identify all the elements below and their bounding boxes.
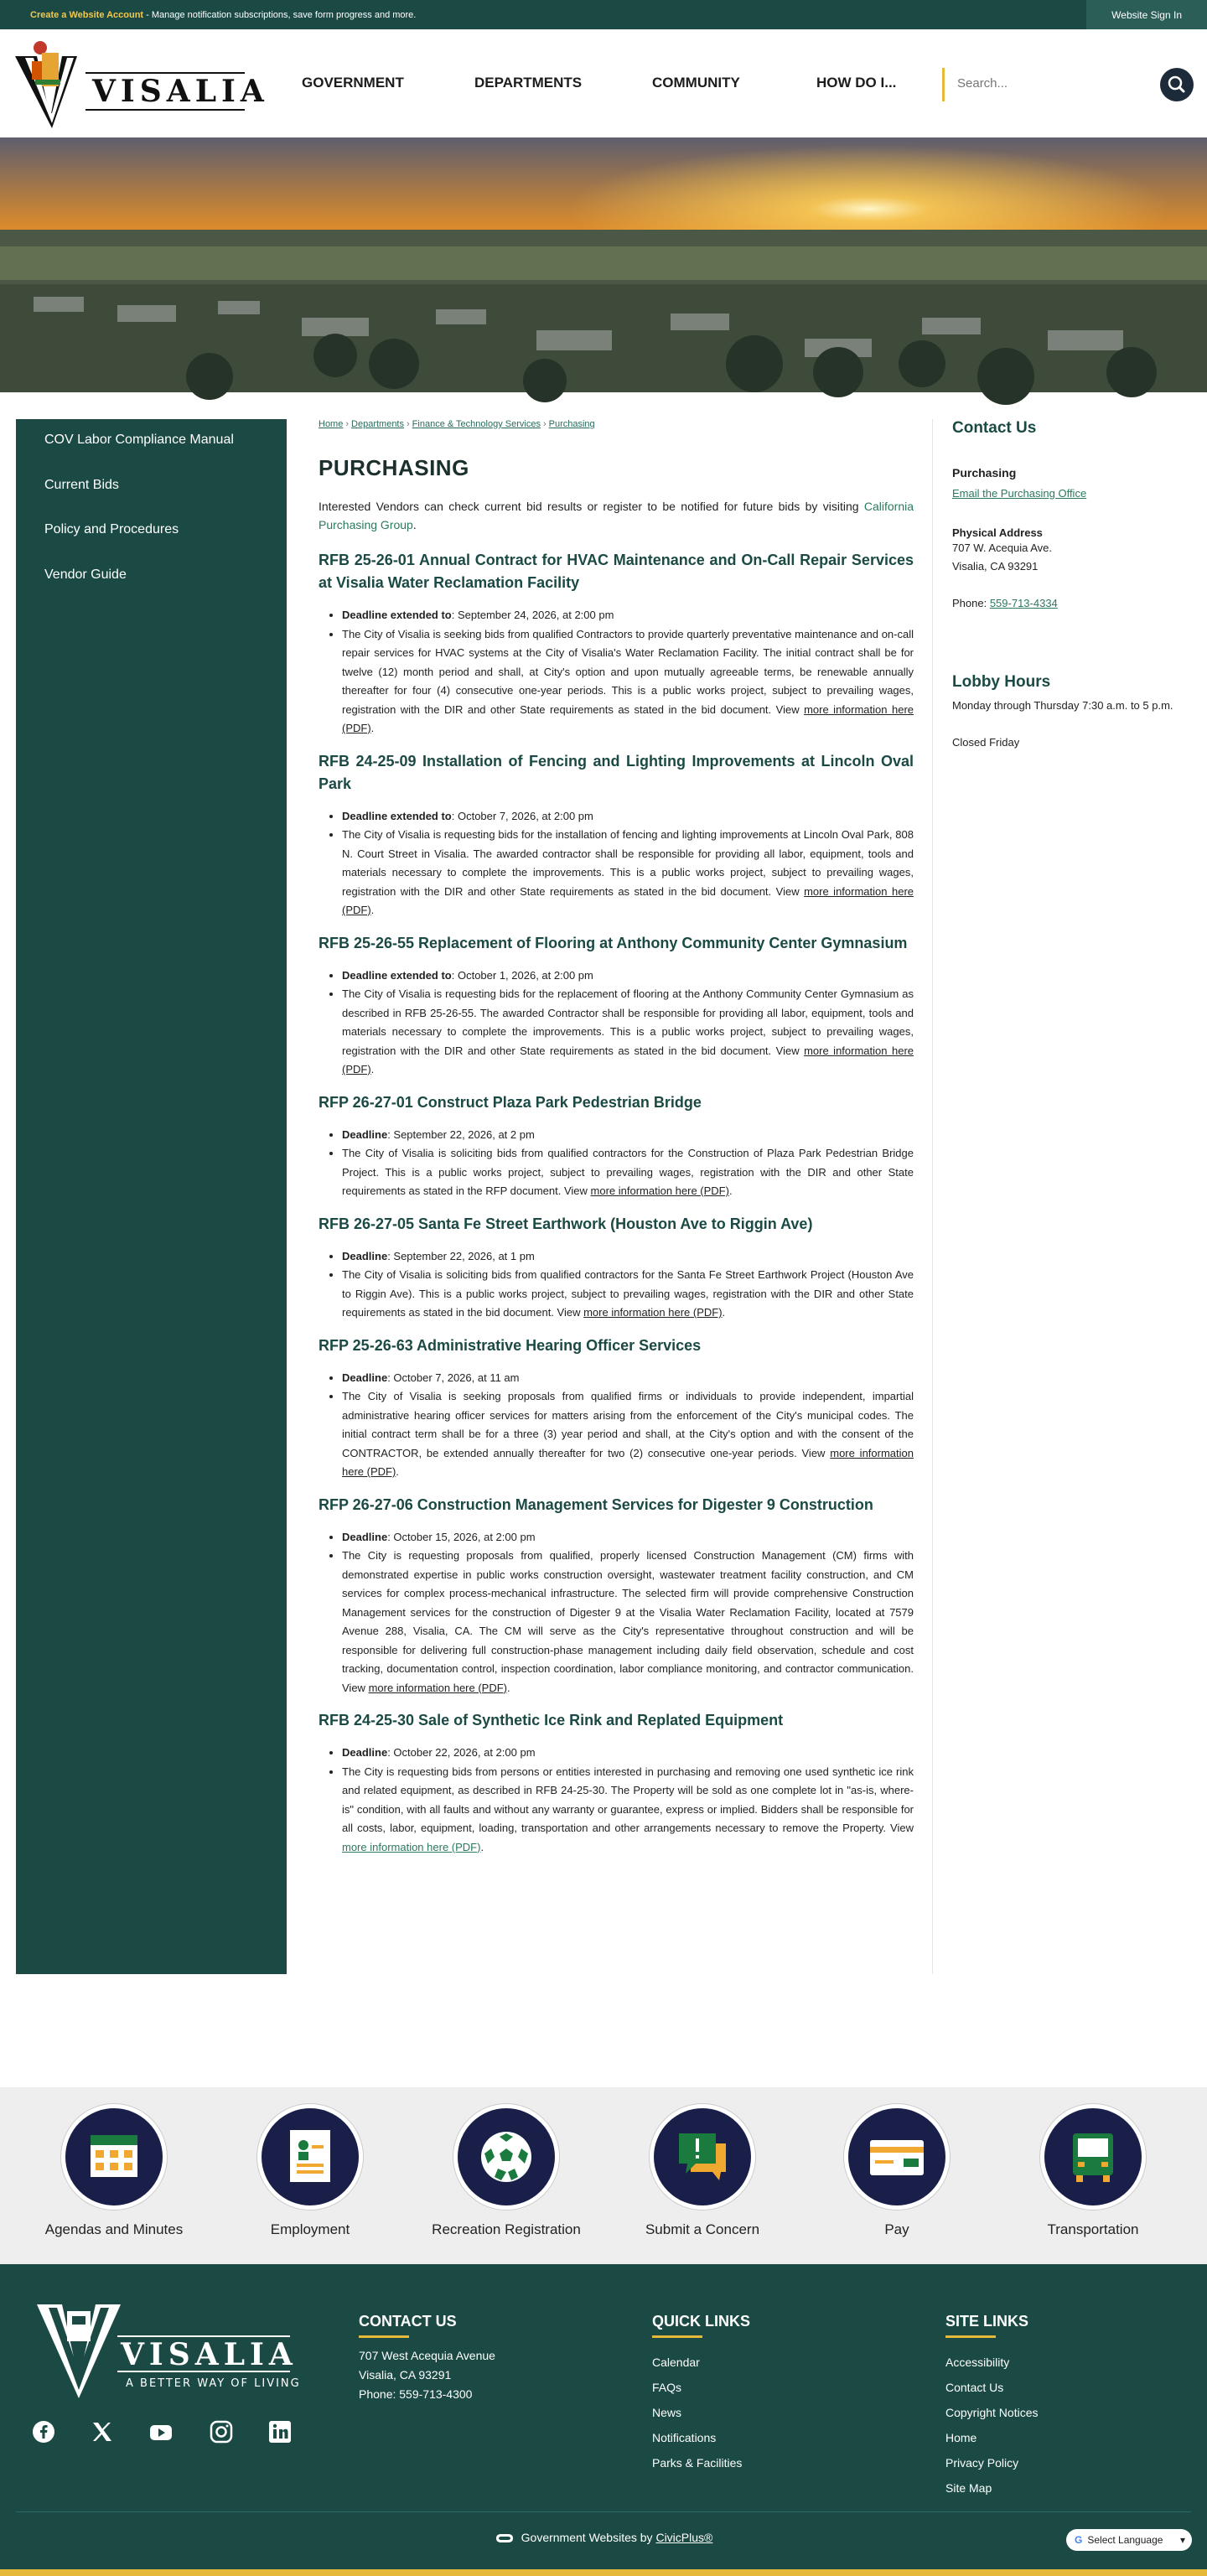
bid-pdf-link[interactable]: more information here (PDF): [342, 884, 914, 916]
bid-item: [319, 1494, 914, 1698]
site-header: [0, 29, 1207, 137]
sign-in-button[interactable]: Website Sign In: [1086, 0, 1207, 29]
bid-description: • The City of Visalia is soliciting bids from qualified contractors for the Construction of Plaza Park Pedestrian Bridge Project. This is a public works project, subject to prevailing wages, registration with the DIR and other State requirements as stated in the RFP document. View more information here (PDF).: [342, 1144, 914, 1201]
breadcrumb-home[interactable]: Home: [319, 419, 344, 429]
bid-pdf-link[interactable]: more information here (PDF): [342, 1044, 914, 1075]
bid-description: • The City of Visalia is seeking bids from qualified Contractors to provide quarterly preventative maintenance and on-call repair services for HVAC systems at the City of Visalia's Water Reclamation Facility. The initial contract shall be for twelve (12) month period and shall, at City's option and upon mutually agreeable terms, be renewable annually thereafter for four (4) consecutive one-year periods. This is a public works project, subject to prevailing wages, registration with the DIR and other State requirements as stated in the bid document. View more information here (PDF).: [342, 625, 914, 739]
bid-deadline: • Deadline: October 22, 2026, at 2:00 pm: [342, 1744, 914, 1763]
bid-description: • The City of Visalia is requesting bids for the replacement of flooring at the Anthony Community Center Gymnasium as described in RFB 25-26-55. The awarded Contractor shall be responsible for providing all labor, equipment, tools and materials necessary to complete the improvements. This is a public works project, subject to prevailing wages, registration with the DIR and other State requirements as stated in the bid document. View more information here (PDF).: [342, 985, 914, 1080]
logo-wordmark: VISALIA: [92, 74, 269, 109]
top-bar: [0, 0, 1207, 29]
footer-link-faqs[interactable]: FAQs: [652, 2381, 682, 2394]
contact-dept: Purchasing: [952, 466, 1017, 479]
footer-link-parks[interactable]: Parks & Facilities: [652, 2456, 743, 2470]
bid-title: RFB 26-27-05 Santa Fe Street Earthwork (Houston Ave to Riggin Ave): [319, 1215, 813, 1232]
address-label: Physical Address: [952, 526, 1043, 539]
quick-transportation[interactable]: [1009, 2104, 1177, 2238]
bid-pdf-link[interactable]: more information here (PDF): [368, 1681, 508, 1694]
nav-how-do-i[interactable]: HOW DO I...: [816, 75, 897, 91]
footer-link-news[interactable]: News: [652, 2406, 682, 2419]
language-select[interactable]: [1066, 2529, 1192, 2551]
youtube-icon[interactable]: [149, 2420, 173, 2444]
document-person-icon: [262, 2108, 359, 2205]
footer-address-1: 707 West Acequia Avenue: [359, 2349, 495, 2362]
bid-item: [319, 932, 914, 1080]
soccer-ball-icon: [458, 2108, 555, 2205]
search-accent-bar: [942, 68, 945, 101]
lobby-hours-heading: Lobby Hours: [952, 673, 1051, 691]
bid-pdf-link[interactable]: more information here (PDF): [590, 1184, 729, 1197]
sidebar-nav: [16, 419, 287, 1974]
column-divider: [932, 419, 933, 1974]
main-content: [319, 419, 914, 1857]
powered-by: Government Websites by CivicPlus®: [0, 2531, 1207, 2544]
quick-recreation[interactable]: [422, 2104, 590, 2238]
address-line-2: Visalia, CA 93291: [952, 560, 1039, 573]
bid-deadline: • Deadline: October 15, 2026, at 2:00 pm: [342, 1528, 914, 1547]
sidebar-item-current-bids[interactable]: Current Bids: [44, 478, 119, 492]
bid-title: RFB 25-26-55 Replacement of Flooring at Anthony Community Center Gymnasium: [319, 934, 908, 951]
bid-details: [319, 1247, 914, 1323]
bid-title: RFP 25-26-63 Administrative Hearing Officer Services: [319, 1336, 702, 1354]
sidebar-item-labor-compliance[interactable]: COV Labor Compliance Manual: [44, 433, 234, 447]
nav-government[interactable]: GOVERNMENT: [302, 75, 404, 91]
quick-recreation-label: Recreation Registration: [432, 2221, 581, 2237]
footer-link-privacy[interactable]: Privacy Policy: [945, 2456, 1019, 2470]
footer-phone: Phone: 559-713-4300: [359, 2387, 473, 2401]
quick-transportation-label: Transportation: [1047, 2221, 1139, 2237]
bid-details: [319, 1126, 914, 1201]
bid-title: RFP 26-27-01 Construct Plaza Park Pedestrian Bridge: [319, 1093, 702, 1111]
footer-quick-links: [652, 2313, 750, 2475]
bid-details: [319, 1744, 914, 1857]
quick-pay-label: Pay: [884, 2221, 909, 2237]
bid-title: RFB 24-25-09 Installation of Fencing and Lighting Improvements at Lincoln Oval Park: [319, 752, 914, 792]
phone-link[interactable]: 559-713-4334: [989, 597, 1058, 609]
bid-pdf-link[interactable]: more information here (PDF): [583, 1306, 723, 1319]
bid-deadline: • Deadline: September 22, 2026, at 1 pm: [342, 1247, 914, 1267]
footer-logo[interactable]: [34, 2299, 301, 2404]
bid-deadline: • Deadline: October 7, 2026, at 11 am: [342, 1369, 914, 1388]
google-translate-icon: G: [1075, 2534, 1083, 2546]
civicplus-icon: [495, 2532, 515, 2544]
footer-link-calendar[interactable]: Calendar: [652, 2356, 700, 2369]
footer-divider: [16, 2511, 1191, 2512]
calendar-icon: [65, 2108, 163, 2205]
footer-tagline: A BETTER WAY OF LIVING: [126, 2377, 301, 2390]
bid-deadline: • Deadline extended to: October 1, 2026, at 2:00 pm: [342, 967, 914, 986]
credit-card-icon: [848, 2108, 945, 2205]
sidebar-item-vendor-guide[interactable]: Vendor Guide: [44, 568, 127, 582]
account-desc: - Manage notification subscriptions, save form progress and more.: [143, 9, 417, 20]
footer-link-home[interactable]: Home: [945, 2431, 977, 2444]
intro-text: Interested Vendors can check current bid results or register to be notified for future bids by visiting California Purchasing Group.: [319, 500, 914, 531]
nav-departments[interactable]: DEPARTMENTS: [474, 75, 583, 91]
search-icon: [1160, 68, 1194, 101]
bid-pdf-link[interactable]: more information here (PDF): [342, 702, 914, 734]
hero-banner: [0, 137, 1207, 392]
instagram-icon[interactable]: [210, 2420, 233, 2444]
bid-pdf-link[interactable]: more information here (PDF): [342, 1446, 914, 1478]
main-area: [0, 392, 1207, 2087]
hours-line-1: Monday through Thursday 7:30 a.m. to 5 p.m.: [952, 699, 1173, 712]
account-banner: [30, 10, 416, 20]
footer-site-heading: SITE LINKS: [945, 2313, 1029, 2330]
site-footer: [0, 2264, 1207, 2569]
email-purchasing-link[interactable]: Email the Purchasing Office: [952, 487, 1087, 500]
bid-item: [319, 1213, 914, 1323]
language-select-label: Select Language: [1087, 2534, 1163, 2546]
bid-list: [319, 549, 914, 1857]
breadcrumb-departments[interactable]: Departments: [351, 419, 404, 429]
bid-title: RFB 24-25-30 Sale of Synthetic Ice Rink and Replated Equipment: [319, 1712, 784, 1729]
bid-deadline: • Deadline extended to: October 7, 2026, at 2:00 pm: [342, 807, 914, 827]
quick-agendas[interactable]: [30, 2104, 198, 2238]
bus-icon: [1044, 2108, 1142, 2205]
quick-employment[interactable]: [226, 2104, 394, 2238]
linkedin-icon[interactable]: [268, 2420, 292, 2444]
create-account-link[interactable]: Create a Website Account: [30, 9, 144, 20]
footer-link-notifications[interactable]: Notifications: [652, 2431, 717, 2444]
bid-item: [319, 549, 914, 739]
bid-details: [319, 807, 914, 920]
civicplus-link[interactable]: CivicPlus®: [655, 2531, 713, 2544]
quick-employment-label: Employment: [270, 2221, 350, 2237]
quick-links-bar: [0, 2087, 1207, 2264]
breadcrumb-finance[interactable]: Finance & Technology Services: [412, 419, 541, 429]
bid-details: [319, 1528, 914, 1698]
sidebar-item-policy[interactable]: Policy and Procedures: [44, 522, 179, 536]
bid-title: RFB 25-26-01 Annual Contract for HVAC Maintenance and On-Call Repair Services at Visalia Water Reclamation Facility: [319, 552, 914, 591]
bid-details: [319, 967, 914, 1080]
footer-contact: [359, 2313, 495, 2404]
quick-submit-concern[interactable]: [619, 2104, 786, 2238]
footer-wordmark: VISALIA: [121, 2337, 298, 2372]
bid-deadline: • Deadline extended to: September 24, 2026, at 2:00 pm: [342, 606, 914, 625]
footer-site-links: [945, 2313, 1039, 2501]
contact-heading: Contact Us: [952, 419, 1037, 437]
bid-item: [319, 1335, 914, 1482]
bid-description: • The City of Visalia is seeking proposals from qualified firms or individuals to provide independent, impartial administrative hearing officer services for matters arising from the enforcement of the City's municipal codes. The initial contract term shall be for a three (3) year period and shall, at the City's option and with the consent of the CONTRACTOR, be extended annually thereafter for two (2) consecutive one-year periods. View more information here (PDF).: [342, 1387, 914, 1482]
quick-agendas-label: Agendas and Minutes: [44, 2221, 184, 2237]
bid-title: RFP 26-27-06 Construction Management Services for Digester 9 Construction: [319, 1495, 873, 1513]
footer-gold-stripe: [0, 2569, 1207, 2576]
contact-panel: [952, 419, 1195, 752]
search-button[interactable]: [1160, 68, 1194, 101]
bid-pdf-link[interactable]: more information here (PDF): [342, 1840, 481, 1853]
address-line-1: 707 W. Acequia Ave.: [952, 542, 1053, 554]
breadcrumb: Home › Departments › Finance & Technology Services › Purchasing: [319, 419, 595, 429]
quick-pay[interactable]: [813, 2104, 981, 2238]
footer-address-2: Visalia, CA 93291: [359, 2368, 452, 2382]
x-twitter-icon[interactable]: [91, 2420, 114, 2444]
footer-contact-heading: CONTACT US: [359, 2313, 457, 2330]
hours-line-2: Closed Friday: [952, 736, 1020, 749]
chevron-down-icon: ▾: [1179, 2534, 1185, 2546]
nav-community[interactable]: COMMUNITY: [652, 75, 740, 91]
bid-description: • The City of Visalia is soliciting bids from qualified contractors for the Santa Fe Street Earthwork Project (Houston Ave to Riggin Ave). This is a public works project, subject to prevailing wages, registration with the DIR and other State requirements as stated in the bid document. View more information here (PDF).: [342, 1266, 914, 1323]
bid-deadline: • Deadline: September 22, 2026, at 2 pm: [342, 1126, 914, 1145]
bid-details: [319, 1369, 914, 1482]
breadcrumb-purchasing[interactable]: Purchasing: [548, 419, 595, 429]
bid-item: [319, 750, 914, 920]
visalia-logo[interactable]: [13, 38, 269, 130]
bid-details: [319, 606, 914, 739]
bid-item: [319, 1709, 914, 1857]
footer-link-contact[interactable]: Contact Us: [945, 2381, 1004, 2394]
footer-link-sitemap[interactable]: Site Map: [945, 2481, 992, 2495]
purchasing-group-link[interactable]: California Purchasing Group: [319, 500, 914, 531]
bid-description: • The City is requesting proposals from qualified, properly licensed Construction Management (CM) firms with demonstrated expertise in public works construction oversight, wastewater treatment facility construction, and CM services for complex process-mechanical infrastructure. The selected firm will provide comprehensive Construction Management services for the construction of Digester 9 at the Visalia Water Reclamation Facility, located at 7579 Avenue 288, Visalia, CA. The CM will serve as the City's representative throughout construction and will be responsible for delivering full construction-phase management including daily field observation, schedule and cost tracking, documentation control, inspection coordination, labor compliance monitoring, and contractor communication. View more information here (PDF).: [342, 1547, 914, 1697]
phone-line: Phone: 559-713-4334: [952, 597, 1058, 609]
bid-description: • The City of Visalia is requesting bids for the installation of fencing and lighting improvements at Lincoln Oval Park, 808 N. Court Street in Visalia. The awarded contractor shall be responsible for providing all labor, equipment, tools and materials necessary to complete the improvements. This is a public works project, subject to prevailing wages, registration with the DIR and other State requirements as stated in the bid document. View more information here (PDF).: [342, 826, 914, 920]
quick-submit-concern-label: Submit a Concern: [645, 2221, 760, 2237]
footer-link-accessibility[interactable]: Accessibility: [945, 2356, 1010, 2369]
bid-item: [319, 1091, 914, 1201]
bid-description: • The City is requesting bids from persons or entities interested in purchasing and removing one used synthetic ice rink and related equipment, as described in RFB 24-25-30. The Property will be sold as one complete lot in "as-is, where-is" condition, with all faults and without any warranty or guarantee, express or implied. Bidders shall be responsible for all costs, labor, equipment, loading, transportation and other arrangements necessary to remove the Property. View more information here (PDF).: [342, 1763, 914, 1858]
facebook-icon[interactable]: [32, 2420, 55, 2444]
footer-quick-heading: QUICK LINKS: [652, 2313, 750, 2330]
speech-bubble-icon: [654, 2108, 751, 2205]
page-title: PURCHASING: [319, 455, 469, 480]
footer-link-copyright[interactable]: Copyright Notices: [945, 2406, 1039, 2419]
search-input[interactable]: [957, 71, 1142, 95]
